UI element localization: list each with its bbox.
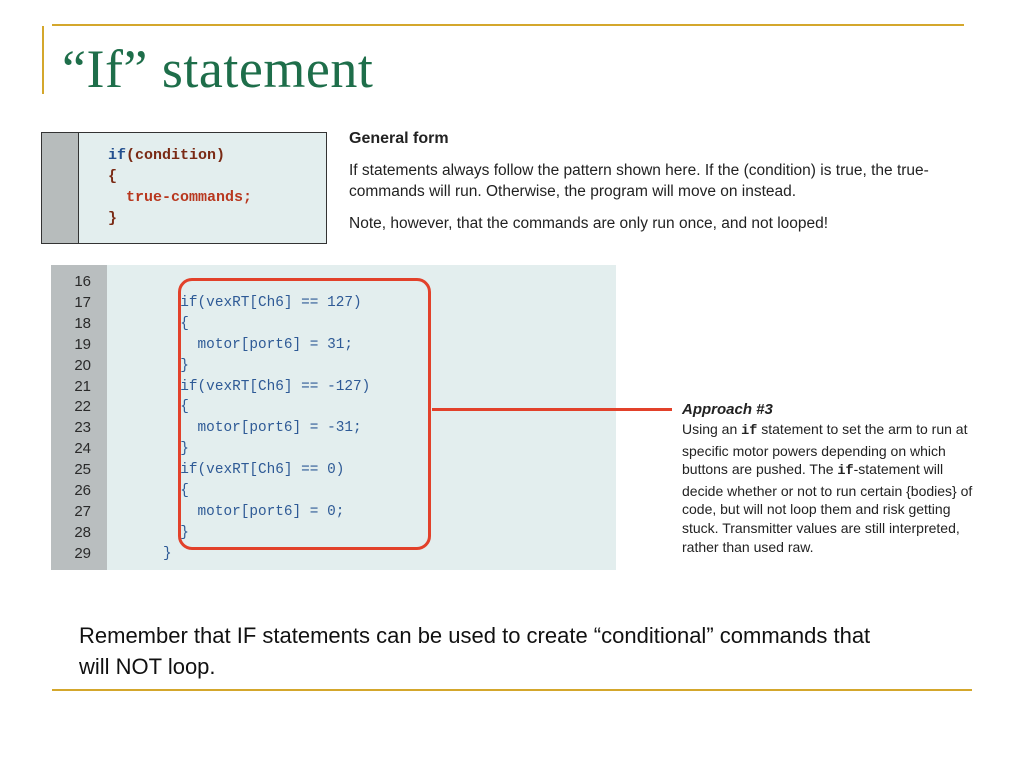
line-number: 28	[74, 523, 91, 541]
line-number: 18	[74, 314, 91, 332]
code-listing	[51, 265, 616, 570]
general-form-heading: General form	[349, 130, 449, 147]
line-numbers	[51, 272, 91, 565]
remember-note: Remember that IF statements can be used to create “conditional” commands that will NOT loop.	[79, 623, 871, 679]
top-rule	[52, 24, 964, 26]
approach-heading: Approach #3	[682, 401, 773, 418]
code-line: motor[port6] = 31;	[163, 336, 353, 353]
bottom-rule	[52, 689, 972, 691]
code-line: if(vexRT[Ch6] == 0)	[163, 462, 345, 479]
approach-description	[682, 420, 982, 556]
slide-title: “If” statement	[62, 39, 374, 99]
code-line: motor[port6] = -31;	[163, 420, 362, 437]
open-brace: {	[108, 168, 118, 185]
line-number: 25	[74, 461, 91, 479]
line-number: 26	[74, 482, 91, 500]
general-form-gutter	[42, 133, 79, 243]
line-number: 23	[74, 419, 91, 437]
line-number: 22	[74, 398, 91, 416]
line-number: 29	[74, 544, 91, 562]
code-line: motor[port6] = 0;	[163, 503, 345, 520]
highlight-frame	[178, 278, 431, 550]
code-line: if(vexRT[Ch6] == 127)	[163, 294, 362, 311]
code-line: }	[163, 441, 189, 458]
approach-text-2: statement to set the arm to run at specific motor powers depending on which buttons are pushed. The	[682, 421, 968, 478]
line-number: 16	[74, 273, 91, 290]
approach-text-1: Using an	[682, 421, 742, 437]
callout-connector-line	[432, 408, 672, 411]
code-line: {	[163, 315, 189, 332]
code-line: {	[163, 399, 189, 416]
code-line: {	[163, 483, 189, 500]
close-brace: }	[108, 210, 118, 227]
if-keyword: if	[108, 147, 127, 164]
code-line: }	[163, 357, 189, 374]
left-rule	[42, 26, 44, 94]
line-number: 21	[74, 377, 91, 395]
line-number: 24	[74, 440, 91, 458]
approach-code-if-1: if	[741, 424, 758, 439]
code-line: if(vexRT[Ch6] == -127)	[163, 378, 371, 395]
approach-text-3: -statement will decide whether or not to run certain {bodies} of code, but will not loop them and risk getting stuck. Transmitter values are still interpreted, rather than used raw.	[682, 461, 973, 555]
general-form-code-box	[41, 132, 327, 244]
condition-token: (condition)	[126, 147, 226, 164]
general-form-description: If statements always follow the pattern shown here. If the (condition) is true, the true-commands will run. Otherwise, the program will move on instead.	[349, 162, 929, 200]
line-number: 20	[74, 356, 91, 374]
approach-code-if-2: if	[837, 464, 854, 480]
general-form-note: Note, however, that the commands are only run once, and not looped!	[349, 215, 829, 232]
line-number: 17	[74, 293, 91, 311]
general-form-code	[108, 145, 252, 229]
line-number: 27	[74, 502, 91, 520]
code-line: }	[163, 545, 172, 562]
line-number: 19	[74, 335, 91, 353]
code-line: }	[163, 524, 189, 541]
line-number-gutter	[51, 265, 107, 570]
true-commands-token: true-commands;	[126, 189, 253, 206]
